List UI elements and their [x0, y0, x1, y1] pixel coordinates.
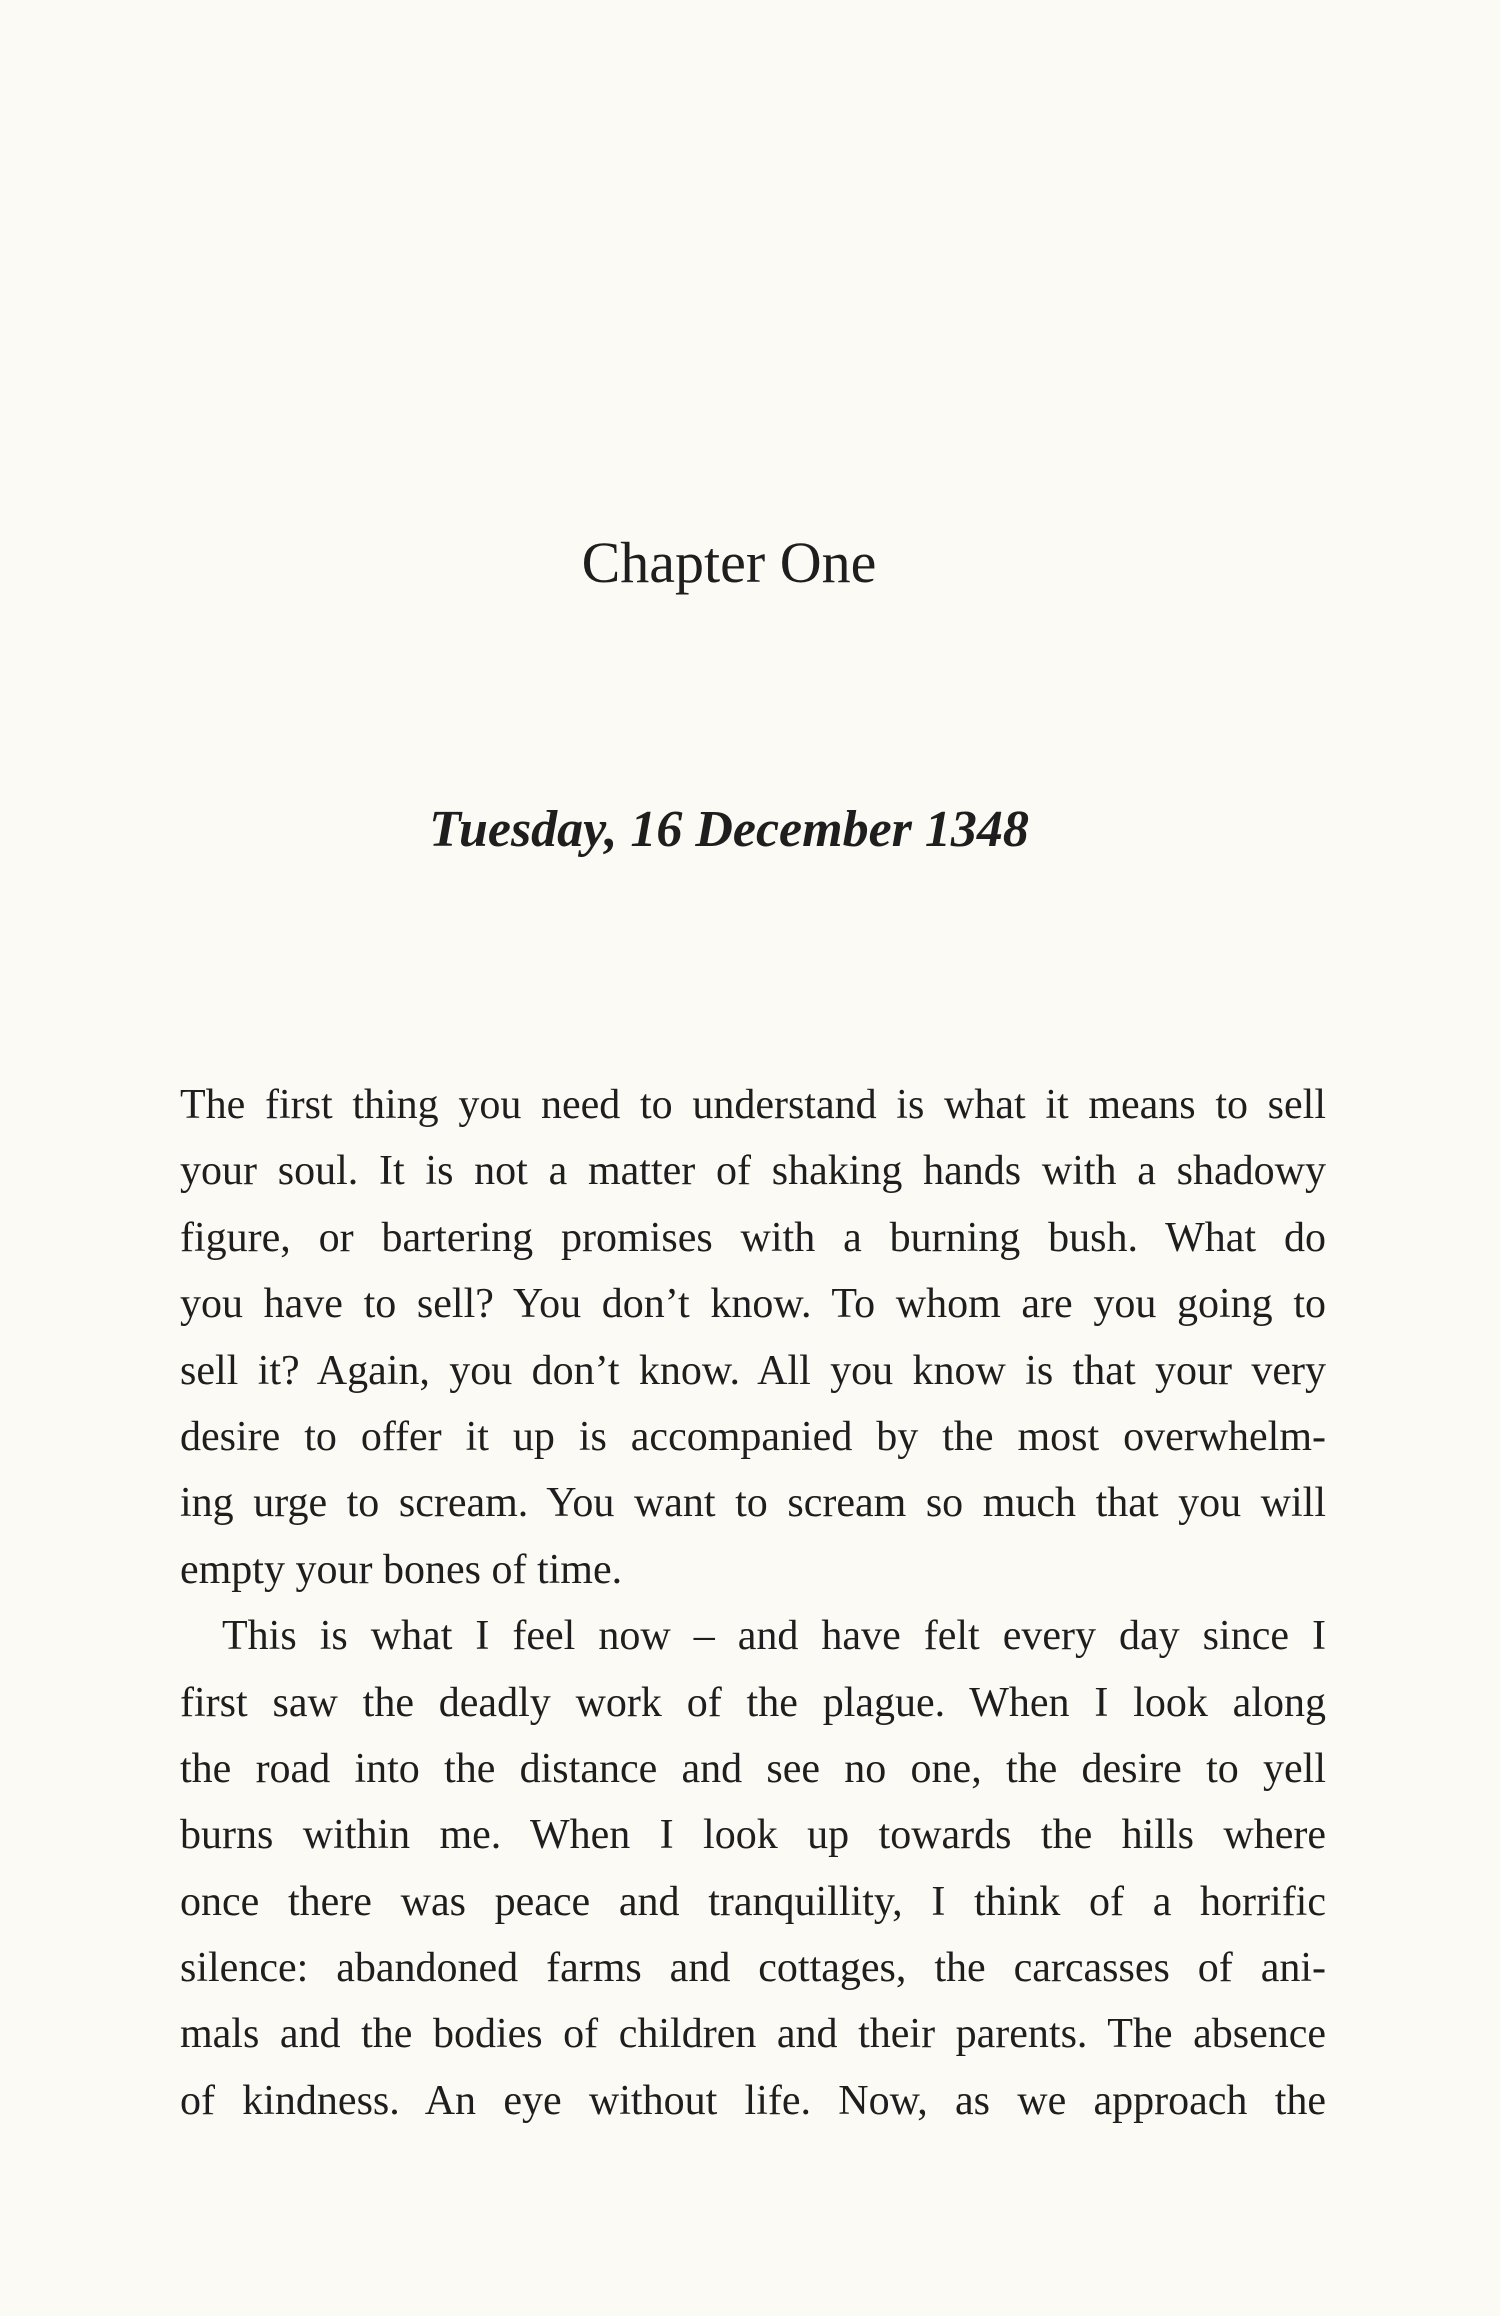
text-line: you have to sell? You don’t know. To whom are you going to [180, 1281, 1326, 1328]
text-line: first saw the deadly work of the plague. When I look along [180, 1679, 1326, 1726]
text-line: The first thing you need to understand is what it means to sell [180, 1082, 1326, 1128]
text-line: silence: abandoned farms and cottages, the carcasses of ani- [180, 1945, 1326, 1992]
text-line: the road into the distance and see no one, the desire to yell [180, 1745, 1326, 1792]
text-line: your soul. It is not a matter of shaking hands with a shadowy [180, 1148, 1326, 1195]
paragraph-2 [180, 1603, 1326, 2134]
text-line: empty your bones of time. [180, 1546, 623, 1593]
text-line: sell it? Again, you don’t know. All you know is that your very [180, 1347, 1326, 1394]
body-text [180, 1072, 1326, 2134]
chapter-date: Tuesday, 16 December 1348 [429, 801, 1029, 858]
text-line: ing urge to scream. You want to scream so much that you will [180, 1480, 1326, 1527]
text-line: once there was peace and tranquillity, I think of a horrific [180, 1878, 1326, 1925]
text-line: figure, or bartering promises with a burning bush. What do [180, 1214, 1326, 1261]
text-line: burns within me. When I look up towards the hills where [180, 1812, 1326, 1859]
text-line: This is what I feel now – and have felt every day since I [222, 1613, 1326, 1660]
text-line: of kindness. An eye without life. Now, as we approach the [180, 2077, 1326, 2124]
paragraph-1 [180, 1072, 1326, 1603]
chapter-title: Chapter One [581, 530, 877, 595]
text-line: mals and the bodies of children and their parents. The absence [180, 2011, 1326, 2058]
text-line: desire to offer it up is accompanied by the most overwhelm- [180, 1413, 1326, 1460]
